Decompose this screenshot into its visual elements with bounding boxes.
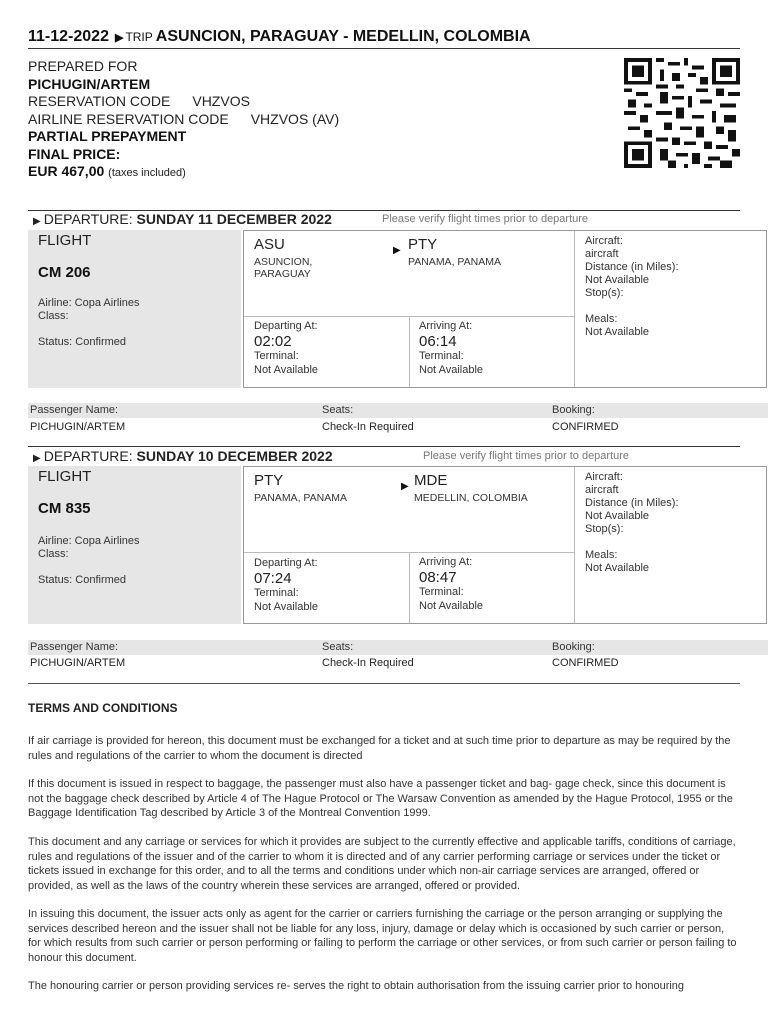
stops-label: Stop(s): (585, 287, 624, 299)
distance-label: Distance (in Miles): (585, 497, 679, 509)
seats: Check-In Required (322, 421, 414, 433)
distance-label: Distance (in Miles): (585, 261, 679, 273)
departing-terminal: Not Available (254, 364, 319, 376)
final-price-label: FINAL PRICE: (28, 145, 121, 162)
airline: Airline: Copa Airlines (38, 535, 140, 547)
arriving-terminal: Not Available (419, 600, 484, 612)
arriving-label: Arriving At: (419, 320, 473, 332)
terms-paragraph: In issuing this document, the issuer acts only as agent for the carrier or carriers furnishing the carriage or the person arranging or supplying the services described hereon and the issuer shall not be liable for any loss, injury, damage or delay which is occasioned by such carrier or person, for which results from such carrier or person performing or failing to perform the carriage or other services, or from such carrier or person failing to honour this document. (28, 908, 737, 964)
terms-paragraph: If this document is issued in respect to baggage, the passenger must also have a passenger ticket and bag- gage check, since this document is not the baggage check described by Article 4 of The Hague Protocol or The Warsaw Convention as amended by the Hague Protocol, 1955 or the Baggage Identification Tag described by Article 3 of the Montreal Convention 1999. (28, 778, 733, 819)
segment-2-divider (28, 446, 740, 447)
terms-divider (28, 683, 740, 684)
meals-label: Meals: (585, 313, 618, 325)
arriving-time: 08:47 (419, 569, 457, 586)
final-price-row (28, 163, 339, 183)
seats-label: Seats: (322, 404, 354, 416)
origin-code: ASU (254, 236, 285, 253)
triangle-right-icon: ▶ (401, 481, 409, 492)
passenger-name-label: Passenger Name: (30, 404, 119, 416)
status: Status: Confirmed (38, 574, 127, 586)
destination-place: MEDELLIN, COLOMBIA (414, 492, 528, 504)
reservation-code: VHZVOS (192, 93, 250, 109)
meals: Not Available (585, 326, 650, 338)
departing-label: Departing At: (254, 320, 318, 332)
passenger-name-label: Passenger Name: (30, 641, 119, 653)
segment-2-heading (33, 448, 630, 464)
distance: Not Available (585, 510, 650, 522)
passenger-name: PICHUGIN/ARTEM (30, 657, 126, 669)
reservation-summary (28, 58, 339, 183)
stops-label: Stop(s): (585, 523, 624, 535)
departure-date: SUNDAY 11 DECEMBER 2022 (136, 211, 332, 227)
flight-number: CM 835 (38, 500, 91, 517)
prepared-for-label: PREPARED FOR (28, 58, 138, 74)
reservation-code-row (28, 93, 339, 111)
segment-2-flight-panel (28, 466, 241, 624)
status: Status: Confirmed (38, 336, 127, 348)
segment-2-passenger-row (28, 656, 768, 671)
departing-terminal-label: Terminal: (254, 350, 299, 362)
aircraft-label: Aircraft: (585, 235, 623, 247)
flight-details (585, 471, 679, 575)
verify-note: Please verify flight times prior to departure (382, 213, 589, 225)
triangle-right-icon: ▶ (33, 453, 41, 464)
taxes-note: (taxes included) (108, 167, 186, 179)
segment-1-route-panel (243, 230, 767, 388)
origin-place: PANAMA, PANAMA (254, 492, 347, 504)
aircraft: aircraft (585, 248, 619, 260)
departing-label: Departing At: (254, 557, 318, 569)
destination-code: MDE (414, 472, 448, 489)
terms-paragraph: This document and any carriage or services for which it provides are subject to the currently effective and applicable tariffs, conditions of carriage, rules and regulations of the issuer and of the carrier to whom it is directed and of any carrier performing carriage or services under the ticket or tickets issued in exchange for this order, and to all the terms and conditions under which non-air carriage services are arranged, offered or provided, as well as the laws of the country wherein these services are arranged, offered or provided. (28, 836, 736, 892)
airline-code-label: AIRLINE RESERVATION CODE (28, 110, 229, 127)
airline: Airline: Copa Airlines (38, 297, 140, 309)
reservation-code-label: RESERVATION CODE (28, 93, 171, 109)
trip-date: 11-12-2022 (28, 28, 109, 45)
terms-paragraph: If air carriage is provided for hereon, this document must be exchanged for a ticket and at such time prior to departure as may be required by the rules and regulations of the carrier to whom the document is directed (28, 735, 731, 762)
segment-1-passenger-header (28, 403, 768, 418)
booking-label: Booking: (552, 404, 595, 416)
terms-paragraph: The honouring carrier or person providing services re- serves the right to obtain authorisation from the issuing carrier prior to honouring (28, 980, 685, 992)
triangle-right-icon: ▶ (33, 216, 41, 227)
trip-header (28, 28, 531, 46)
flight-label: FLIGHT (38, 468, 92, 485)
passenger-name: PICHUGIN/ARTEM (28, 75, 151, 92)
meals-label: Meals: (585, 549, 618, 561)
departure-date: SUNDAY 10 DECEMBER 2022 (136, 448, 333, 464)
aircraft: aircraft (585, 484, 619, 496)
departing-time: 07:24 (254, 570, 292, 587)
triangle-right-icon: ▶ (393, 245, 401, 256)
flight-details (585, 235, 679, 339)
booking: CONFIRMED (552, 657, 619, 669)
flight-label: FLIGHT (38, 232, 92, 249)
arriving-terminal-label: Terminal: (419, 350, 464, 362)
airline-code: VHZVOS (AV) (250, 110, 340, 127)
trip-label: TRIP (125, 30, 153, 44)
partial-prepayment: PARTIAL PREPAYMENT (28, 128, 187, 144)
booking-label: Booking: (552, 641, 595, 653)
segment-2-route-panel (243, 466, 767, 624)
segment-1-flight-panel (28, 230, 241, 388)
meals: Not Available (585, 562, 650, 574)
final-price: EUR 467,00 (28, 163, 105, 179)
segment-1-heading (33, 211, 589, 227)
segment-1-passenger-row (28, 420, 768, 435)
departing-terminal-label: Terminal: (254, 587, 299, 599)
trip-route: ASUNCION, PARAGUAY - MEDELLIN, COLOMBIA (155, 28, 531, 45)
departure-label: DEPARTURE: (43, 448, 133, 464)
departing-time: 02:02 (254, 333, 292, 350)
qr-code-image (624, 58, 740, 168)
origin-place: ASUNCION, PARAGUAY (254, 256, 313, 280)
arriving-label: Arriving At: (419, 556, 473, 568)
airline-code-row (28, 111, 339, 129)
departure-label: DEPARTURE: (43, 211, 133, 227)
class: Class: (38, 310, 69, 322)
arriving-time: 06:14 (419, 333, 457, 350)
seats-label: Seats: (322, 641, 354, 653)
triangle-right-icon: ▶ (114, 32, 124, 44)
header-divider (28, 48, 740, 49)
arriving-terminal: Not Available (419, 364, 484, 376)
class: Class: (38, 548, 69, 560)
destination-code: PTY (408, 236, 438, 253)
arriving-terminal-label: Terminal: (419, 586, 464, 598)
seats: Check-In Required (322, 657, 414, 669)
distance: Not Available (585, 274, 650, 286)
segment-2-passenger-header (28, 640, 768, 655)
aircraft-label: Aircraft: (585, 471, 623, 483)
passenger-name: PICHUGIN/ARTEM (30, 421, 126, 433)
origin-code: PTY (254, 472, 284, 489)
verify-note: Please verify flight times prior to departure (423, 450, 630, 462)
flight-number: CM 206 (38, 264, 91, 281)
terms-title: TERMS AND CONDITIONS (28, 701, 178, 715)
destination-place: PANAMA, PANAMA (408, 256, 501, 268)
booking: CONFIRMED (552, 421, 619, 433)
departing-terminal: Not Available (254, 601, 319, 613)
